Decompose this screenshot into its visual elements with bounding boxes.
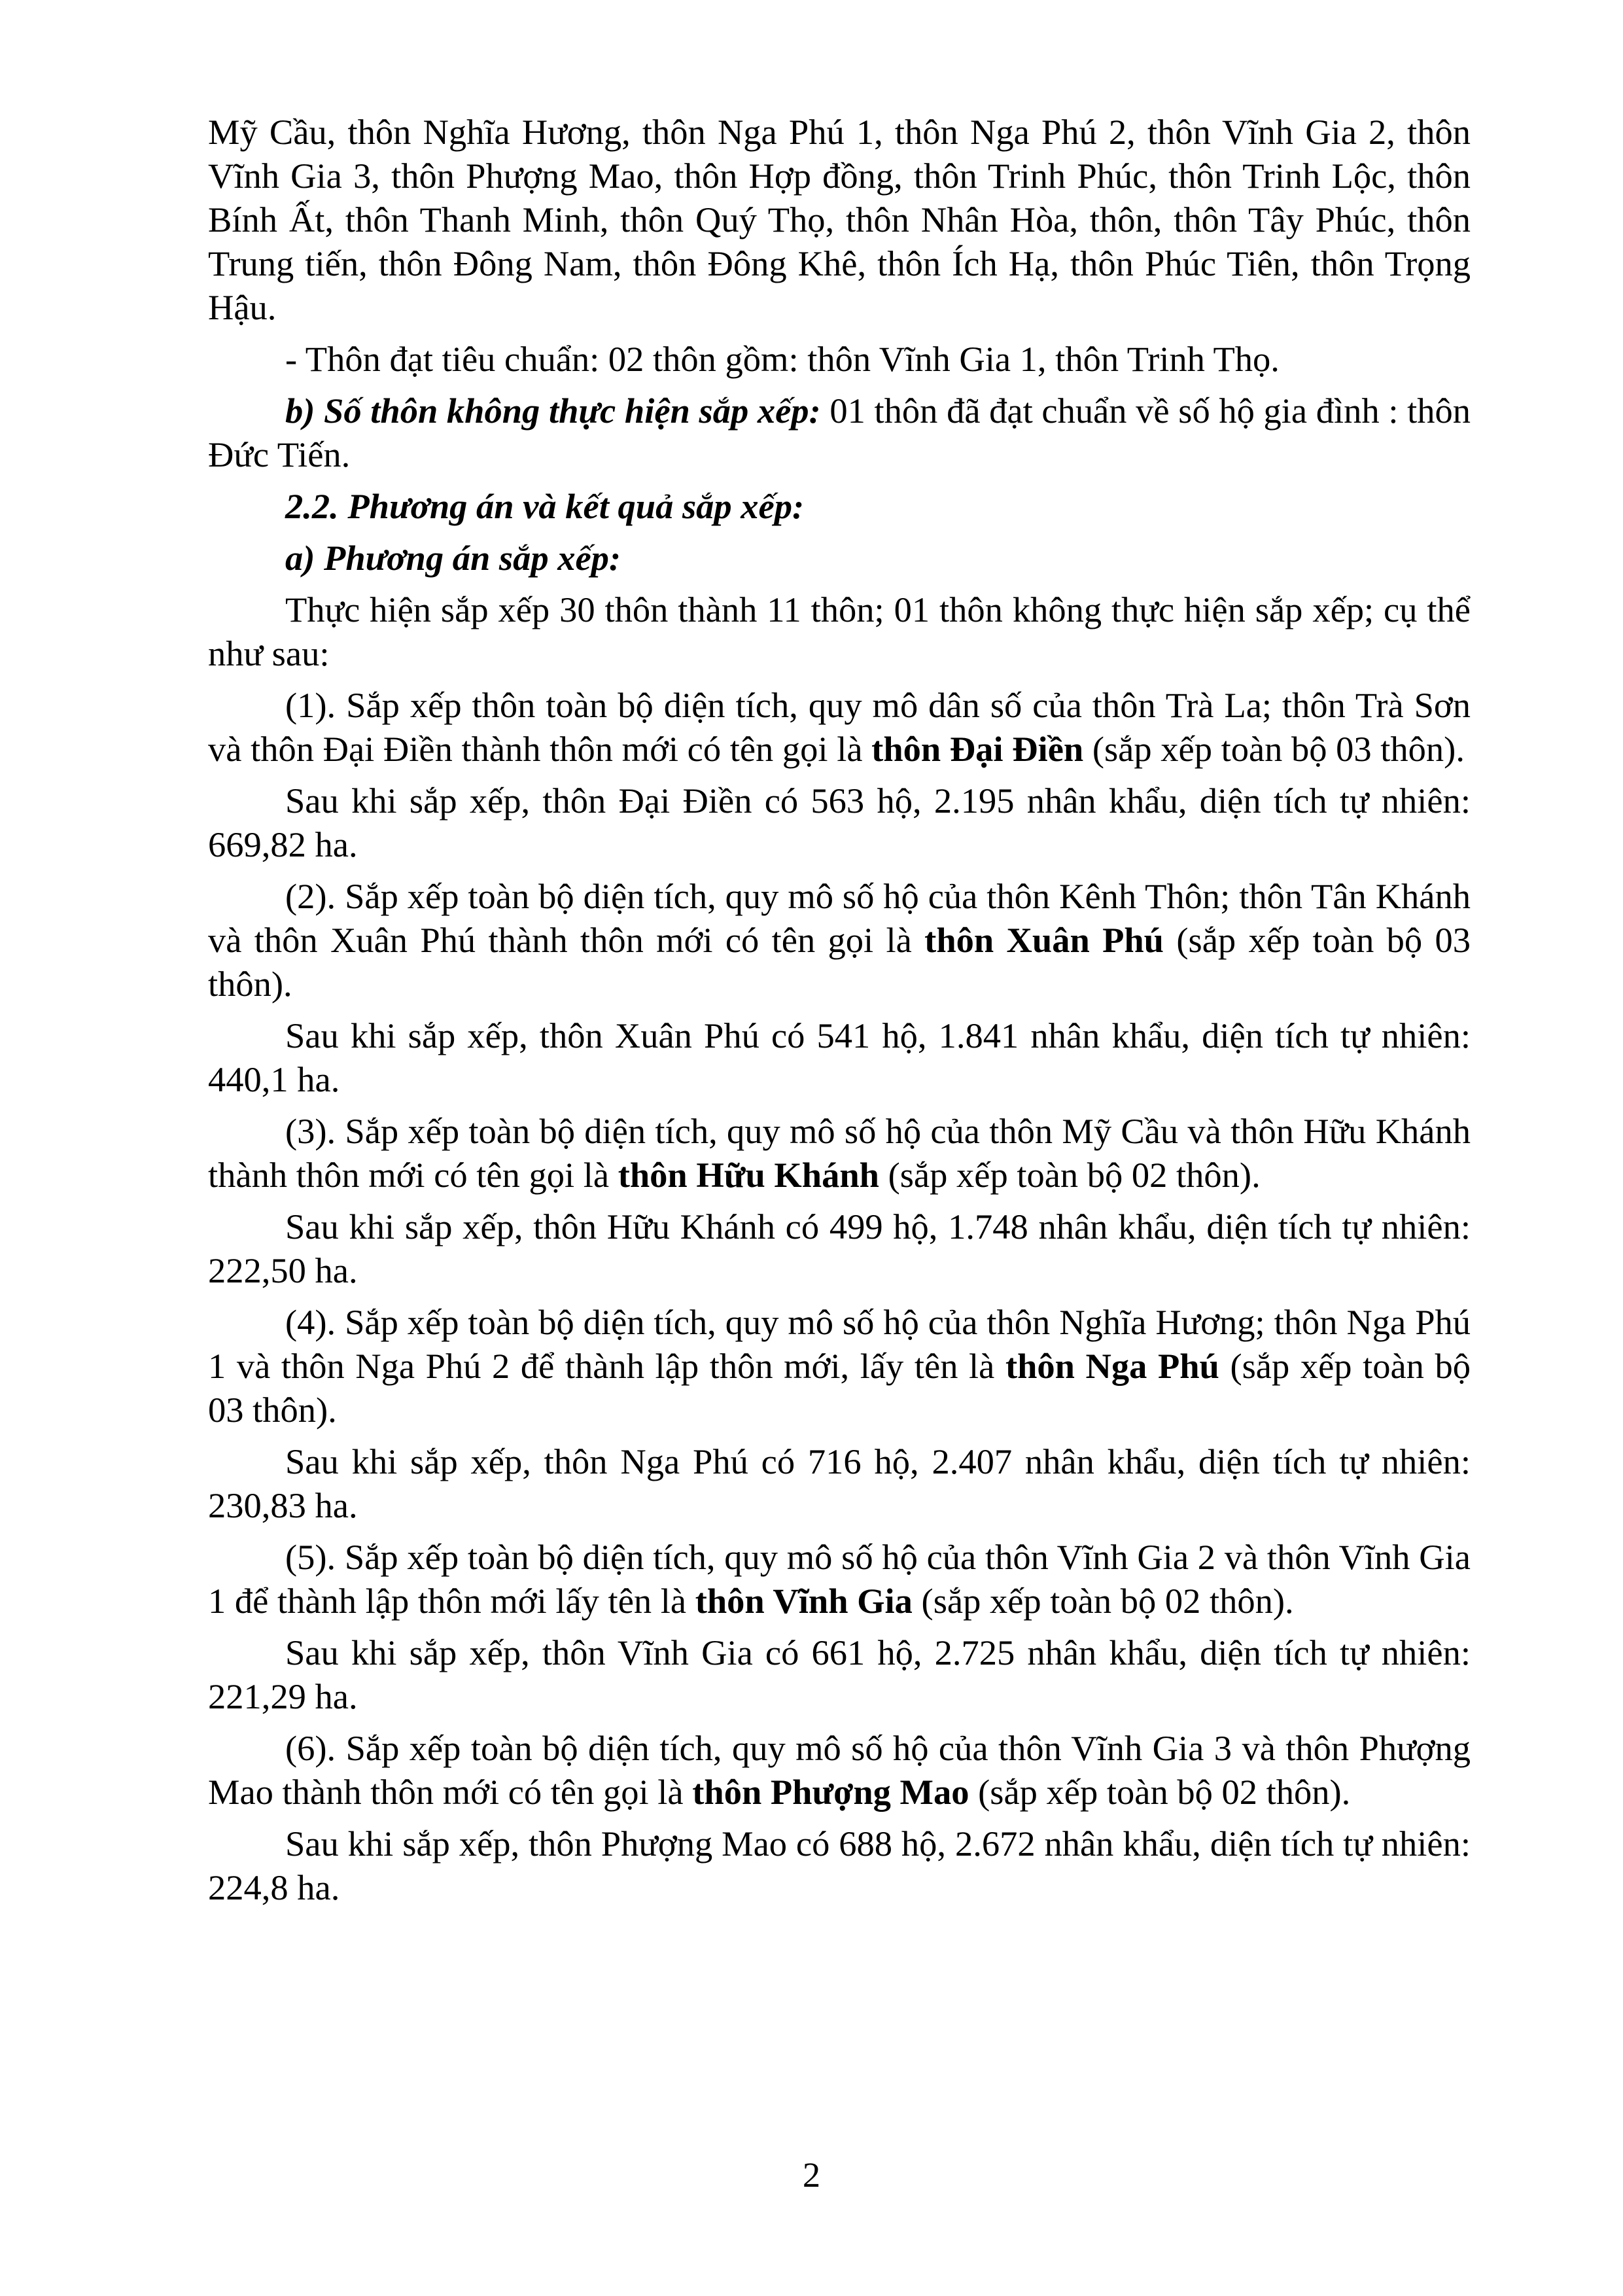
page-number: 2 <box>802 2155 821 2195</box>
item-1-new-name: thôn Đại Điền <box>871 729 1084 769</box>
item-6-result: Sau khi sắp xếp, thôn Phượng Mao có 688 hộ, 2.672 nhân khẩu, diện tích tự nhiên: 224,8 ha. <box>208 1824 1471 1907</box>
document-body <box>208 110 1471 1909</box>
item-3-text: (3). Sắp xếp toàn bộ diện tích, quy mô số hộ của thôn Mỹ Cầu và thôn Hữu Khánh thành thôn mới có tên gọi là <box>208 1111 1471 1195</box>
standard-villages-line: - Thôn đạt tiêu chuẩn: 02 thôn gồm: thôn Vĩnh Gia 1, thôn Trinh Thọ. <box>285 339 1280 379</box>
item-6 <box>208 1726 1471 1814</box>
item-3 <box>208 1109 1471 1197</box>
item-2-result: Sau khi sắp xếp, thôn Xuân Phú có 541 hộ, 1.841 nhân khẩu, diện tích tự nhiên: 440,1 ha. <box>208 1016 1471 1099</box>
item-3-tail: (sắp xếp toàn bộ 02 thôn). <box>879 1155 1261 1195</box>
section-b-text: 01 thôn đã đạt chuẩn về số hộ gia đình : thôn Đức Tiến. <box>208 391 1471 474</box>
section-2-2-heading: 2.2. Phương án và kết quả sắp xếp: <box>285 486 805 526</box>
item-1-text: (1). Sắp xếp thôn toàn bộ diện tích, quy mô dân số của thôn Trà La; thôn Trà Sơn và thôn Đại Điền thành thôn mới có tên gọi là <box>208 685 1471 769</box>
item-6-tail: (sắp xếp toàn bộ 02 thôn). <box>969 1772 1351 1812</box>
item-1 <box>208 683 1471 771</box>
unarranged-villages-paragraph <box>208 389 1471 476</box>
section-b-heading: b) Số thôn không thực hiện sắp xếp: <box>285 391 821 431</box>
item-6-new-name: thôn Phượng Mao <box>692 1772 969 1812</box>
item-6-text: (6). Sắp xếp toàn bộ diện tích, quy mô số hộ của thôn Vĩnh Gia 3 và thôn Phượng Mao thành thôn mới có tên gọi là <box>208 1728 1471 1812</box>
item-5-tail: (sắp xếp toàn bộ 02 thôn). <box>912 1581 1294 1621</box>
item-4-new-name: thôn Nga Phú <box>1005 1346 1219 1386</box>
item-3-result: Sau khi sắp xếp, thôn Hữu Khánh có 499 hộ, 1.748 nhân khẩu, diện tích tự nhiên: 222,50 ha. <box>208 1207 1471 1290</box>
item-4-tail: (sắp xếp toàn bộ 03 thôn). <box>208 1346 1471 1430</box>
section-a-heading: a) Phương án sắp xếp: <box>285 538 621 578</box>
item-2-text: (2). Sắp xếp toàn bộ diện tích, quy mô số hộ của thôn Kênh Thôn; thôn Tân Khánh và thôn Xuân Phú thành thôn mới có tên gọi là <box>208 876 1471 960</box>
item-4-result: Sau khi sắp xếp, thôn Nga Phú có 716 hộ, 2.407 nhân khẩu, diện tích tự nhiên: 230,83 ha. <box>208 1441 1471 1525</box>
item-5-text: (5). Sắp xếp toàn bộ diện tích, quy mô số hộ của thôn Vĩnh Gia 2 và thôn Vĩnh Gia 1 để thành lập thôn mới lấy tên là <box>208 1537 1471 1621</box>
item-4 <box>208 1300 1471 1432</box>
item-4-text: (4). Sắp xếp toàn bộ diện tích, quy mô số hộ của thôn Nghĩa Hương; thôn Nga Phú 1 và thôn Nga Phú 2 để thành lập thôn mới, lấy tên là <box>208 1302 1471 1386</box>
item-2-new-name: thôn Xuân Phú <box>924 920 1164 960</box>
item-1-tail: (sắp xếp toàn bộ 03 thôn). <box>1083 729 1465 769</box>
item-5 <box>208 1535 1471 1623</box>
arrangement-summary: Thực hiện sắp xếp 30 thôn thành 11 thôn; 01 thôn không thực hiện sắp xếp; cụ thể như sau: <box>208 590 1471 673</box>
item-2 <box>208 874 1471 1006</box>
item-5-result: Sau khi sắp xếp, thôn Vĩnh Gia có 661 hộ, 2.725 nhân khẩu, diện tích tự nhiên: 221,29 ha. <box>208 1633 1471 1716</box>
item-1-result: Sau khi sắp xếp, thôn Đại Điền có 563 hộ, 2.195 nhân khẩu, diện tích tự nhiên: 669,82 ha. <box>208 781 1471 864</box>
item-3-new-name: thôn Hữu Khánh <box>618 1155 879 1195</box>
item-5-new-name: thôn Vĩnh Gia <box>695 1581 913 1621</box>
village-list-continuation: Mỹ Cầu, thôn Nghĩa Hương, thôn Nga Phú 1, thôn Nga Phú 2, thôn Vĩnh Gia 2, thôn Vĩnh Gia 3, thôn Phượng Mao, thôn Hợp đồng, thôn Trinh Phúc, thôn Trinh Lộc, thôn Bính Ất, thôn Thanh Minh, thôn Quý Thọ, thôn Nhân Hòa, thôn, thôn Tây Phúc, thôn Trung tiến, thôn Đông Nam, thôn Đông Khê, thôn Ích Hạ, thôn Phúc Tiên, thôn Trọng Hậu. <box>208 112 1471 327</box>
item-2-tail: (sắp xếp toàn bộ 03 thôn). <box>208 920 1471 1004</box>
